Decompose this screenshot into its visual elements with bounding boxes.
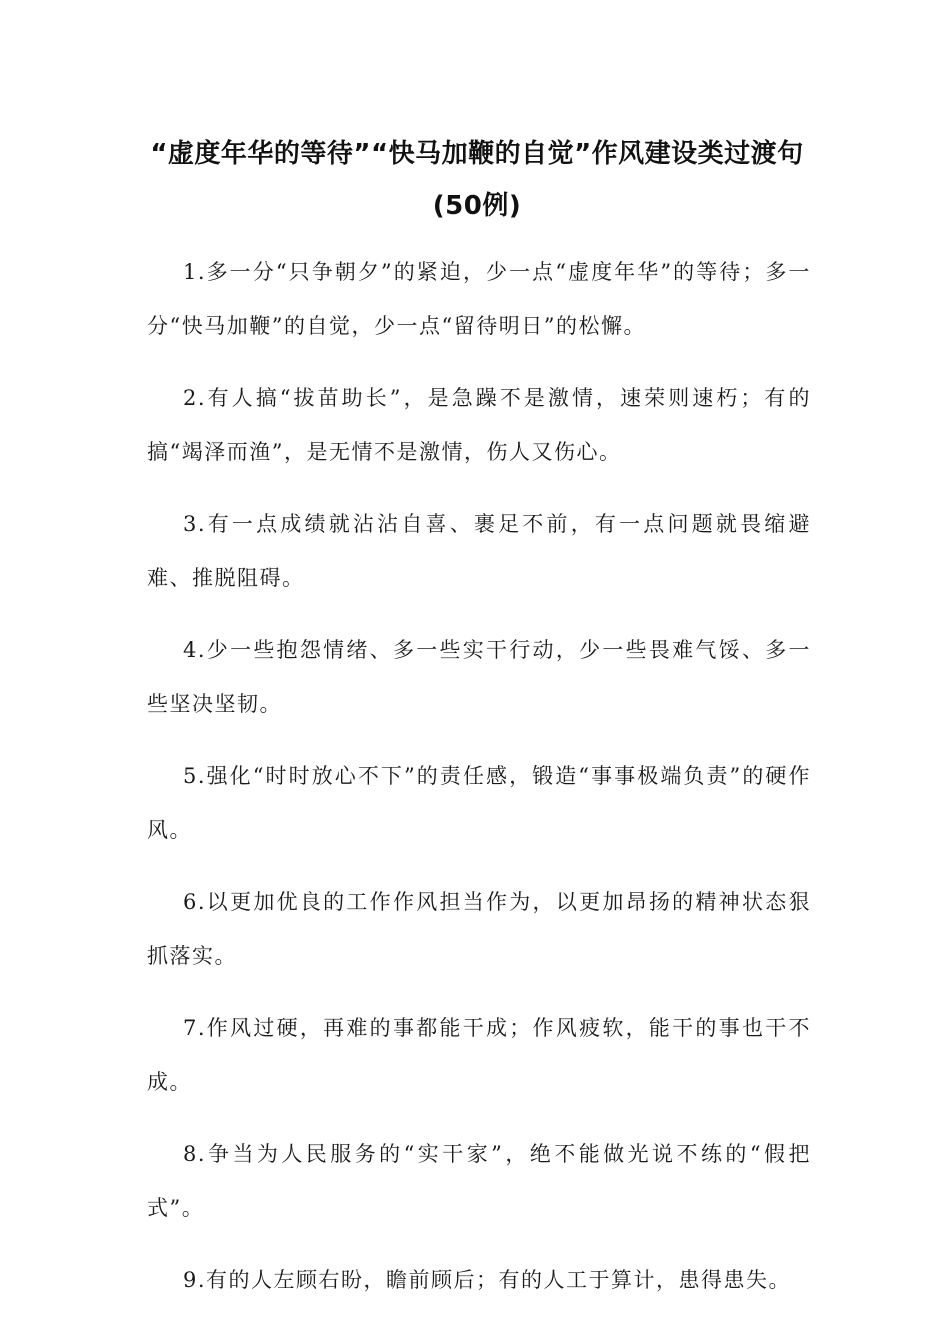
document-body bbox=[147, 245, 811, 1325]
paragraph-5: 5.强化“时时放心不下”的责任感，锻造“事事极端负责”的硬作风。 bbox=[147, 764, 811, 842]
paragraph-8: 8.争当为人民服务的“实干家”，绝不能做光说不练的“假把式”。 bbox=[147, 1142, 811, 1220]
document-title: “虚度年华的等待”“快马加鞭的自觉”作风建设类过渡句(50例) bbox=[150, 139, 804, 221]
paragraph-3: 3.有一点成绩就沾沾自喜、裹足不前，有一点问题就畏缩避难、推脱阻碍。 bbox=[147, 512, 811, 590]
paragraph-9: 9.有的人左顾右盼，瞻前顾后；有的人工于算计，患得患失。 bbox=[183, 1268, 792, 1292]
paragraph-6: 6.以更加优良的工作作风担当作为，以更加昂扬的精神状态狠抓落实。 bbox=[147, 890, 811, 968]
paragraph-1: 1.多一分“只争朝夕”的紧迫，少一点“虚度年华”的等待；多一分“快马加鞭”的自觉，少一点“留待明日”的松懈。 bbox=[147, 260, 811, 338]
paragraph-7: 7.作风过硬，再难的事都能干成；作风疲软，能干的事也干不成。 bbox=[147, 1016, 811, 1094]
paragraph-2: 2.有人搞“拔苗助长”，是急躁不是激情，速荣则速朽；有的搞“竭泽而渔”，是无情不是激情，伤人又伤心。 bbox=[147, 386, 811, 464]
paragraph-4: 4.少一些抱怨情绪、多一些实干行动，少一些畏难气馁、多一些坚决坚韧。 bbox=[147, 638, 811, 716]
